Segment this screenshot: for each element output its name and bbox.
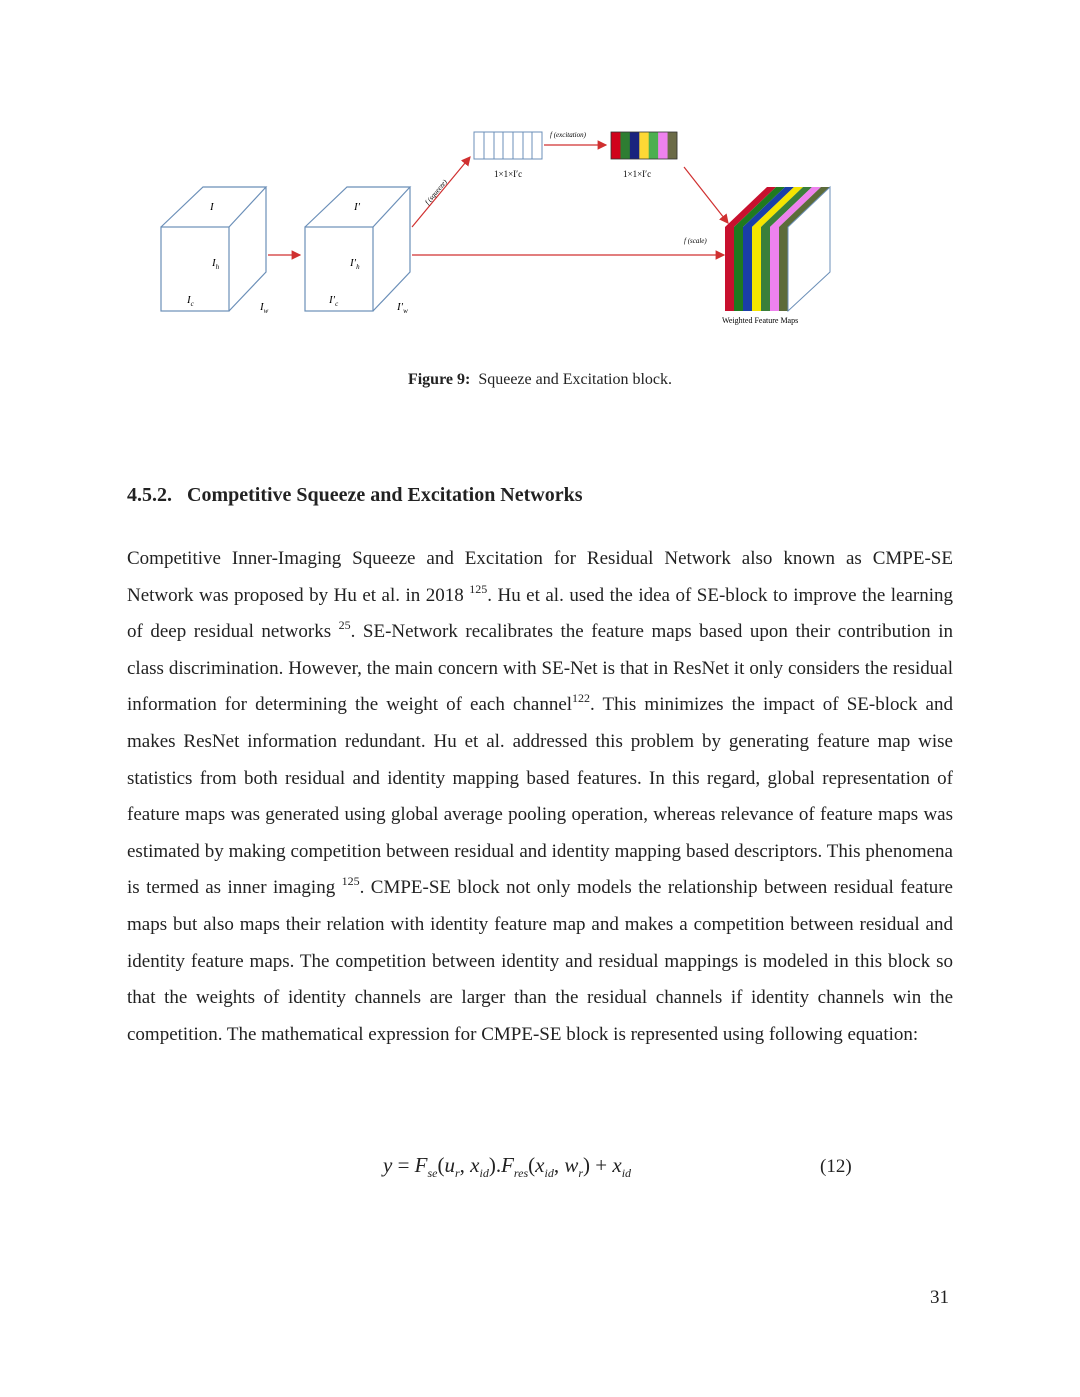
residual-width-label: $I'_w$ <box>397 301 408 315</box>
output-label: Weighted Feature Maps <box>722 316 799 325</box>
excitation-weight-cell <box>630 132 640 159</box>
paragraph-text-3: . SE-Network recalibrates the feature maps based upon their contribution in class discrimination. However, the main concern with SE-Net is that in ResNet it only considers the residual information for determining the weight of each channel <box>127 621 953 716</box>
input-width-label: $I_w$ <box>260 301 269 315</box>
section-title: Competitive Squeeze and Excitation Networks <box>187 484 583 506</box>
section-heading <box>127 484 583 507</box>
citation-ref: 125 <box>341 874 360 889</box>
residual-top-label: I′ <box>354 201 361 213</box>
figure-caption <box>0 371 1080 389</box>
paragraph-text-1: Competitive Inner-Imaging Squeeze and Excitation for Residual Network also known as CMPE-SE Network was proposed by Hu et al. in 2018 <box>127 548 953 606</box>
input-top-label: I <box>210 201 214 213</box>
paragraph-text-4: . This minimizes the impact of SE-block and makes ResNet information redundant. Hu et al. addressed this problem by generating feature map wise statistics from both residual and identity mapping based features. In this regard, global representation of feature maps was generated using global average pooling operation, whereas relevance of feature maps was estimated by making competition between residual and identity mapping based descriptors. This phenomena is termed as inner imaging <box>127 694 953 899</box>
feature-map-front <box>734 227 743 311</box>
feature-map-front <box>743 227 752 311</box>
excitation-weight-cell <box>611 132 621 159</box>
excitation-weight-cell <box>639 132 649 159</box>
residual-height-label: $I'_h$ <box>350 257 360 271</box>
excitation-weight-cell <box>658 132 668 159</box>
squeeze-vector-label: 1×1×I′c <box>494 169 523 179</box>
feature-map-front <box>779 227 788 311</box>
figure-caption-label: Figure 9: <box>407 371 471 388</box>
excitation-weight-cell <box>649 132 659 159</box>
excitation-label: f (excitation) <box>550 131 586 139</box>
weighted-feature-maps <box>725 187 830 311</box>
citation-ref: 25 <box>338 618 351 633</box>
scale-label: f (scale) <box>684 237 707 245</box>
residual-channel-label: $I'_c$ <box>329 294 339 308</box>
section-number: 4.5.2. <box>127 484 172 506</box>
excitation-vector <box>611 132 677 159</box>
input-height-label: $I_h$ <box>212 257 220 271</box>
citation-ref: 125 <box>469 581 488 596</box>
page-number: 31 <box>930 1287 949 1308</box>
paragraph-text-2: . Hu et al. used the idea of SE-block to improve the learning of deep residual networks <box>127 584 953 643</box>
feature-map-front <box>752 227 761 311</box>
excitation-vector-label: 1×1×I′c <box>623 169 652 179</box>
input-channel-label: $I_c$ <box>187 294 194 308</box>
feature-map-front <box>770 227 779 311</box>
citation-ref: 122 <box>572 691 591 706</box>
se-block-figure <box>140 115 860 340</box>
body-paragraph <box>127 541 953 1053</box>
squeeze-label: f (squeeze) <box>423 178 449 207</box>
squeeze-vector <box>474 132 542 159</box>
feature-map-front <box>725 227 734 311</box>
paragraph-text-5: . CMPE-SE block not only models the relationship between residual feature maps but also maps their relation with identity feature map and makes a competition between residual and identity feature maps. The competition between identity and residual mappings is modeled in this block so that the weights of identity channels are larger than the residual channels if identity channels win the competition. The mathematical expression for CMPE-SE block is represented using following equation: <box>127 877 953 1045</box>
equation-number: (12) <box>820 1156 852 1177</box>
excitation-weight-cell <box>668 132 678 159</box>
equation: $y = F_{se}(u_r$, $x_{id}).F_{res}(x_{id}$, $w_r) + x_{id}$ <box>383 1153 632 1181</box>
excitation-to-output-arrow <box>684 167 728 223</box>
excitation-weight-cell <box>620 132 630 159</box>
feature-map-front <box>761 227 770 311</box>
figure-caption-text: Squeeze and Excitation block. <box>478 371 673 388</box>
